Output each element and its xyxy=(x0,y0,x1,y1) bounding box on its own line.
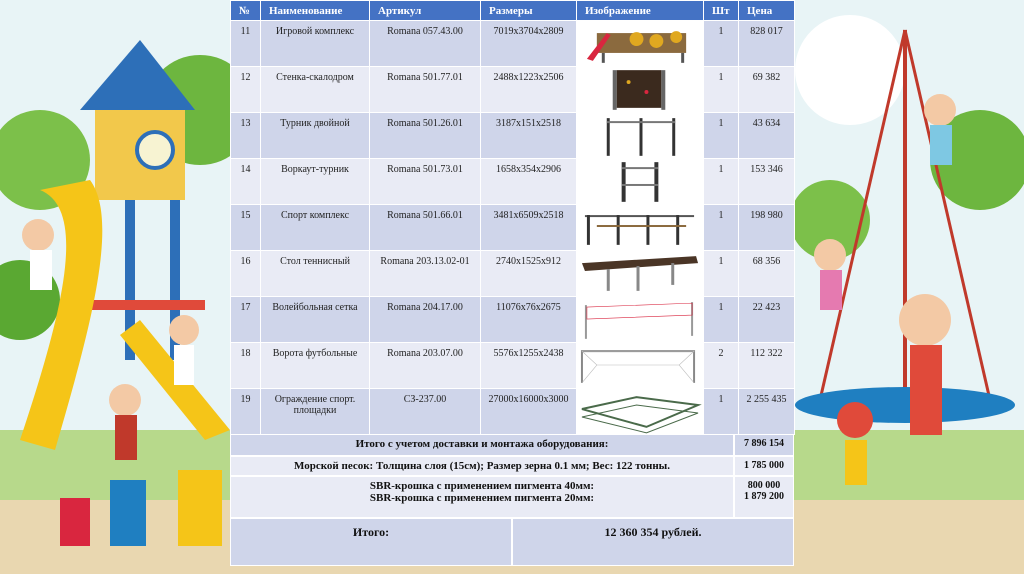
delivery-total-value: 7 896 154 xyxy=(734,434,794,456)
row-article: Romana 501.26.01 xyxy=(370,113,481,159)
sbr-20-label: SBR-крошка с применением пигмента 20мм: xyxy=(369,492,595,504)
header-name: Наименование xyxy=(261,1,370,21)
row-article: СЗ-237.00 xyxy=(370,389,481,435)
row-name: Стенка-скалодром xyxy=(261,67,370,113)
header-article: Артикул xyxy=(370,1,481,21)
sbr-20-value: 1 879 200 xyxy=(744,491,784,502)
delivery-total-row xyxy=(230,434,794,456)
header-size: Размеры xyxy=(481,1,577,21)
row-name: Волейбольная сетка xyxy=(261,297,370,343)
row-quantity: 1 xyxy=(704,21,739,67)
table-row xyxy=(231,389,795,435)
row-article: Romana 501.73.01 xyxy=(370,159,481,205)
table-row xyxy=(231,343,795,389)
row-number: 16 xyxy=(231,251,261,297)
table-row xyxy=(231,251,795,297)
football-goal-image xyxy=(577,343,704,389)
row-size: 5576x1255x2438 xyxy=(481,343,577,389)
row-name: Ворота футбольные xyxy=(261,343,370,389)
row-name: Турник двойной xyxy=(261,113,370,159)
grand-total-label: Итого: xyxy=(230,518,512,566)
header-image: Изображение xyxy=(577,1,704,21)
row-price: 198 980 xyxy=(739,205,795,251)
table-row xyxy=(231,159,795,205)
row-article: Romana 203.13.02-01 xyxy=(370,251,481,297)
row-article: Romana 057.43.00 xyxy=(370,21,481,67)
sea-sand-row xyxy=(230,456,794,476)
row-number: 11 xyxy=(231,21,261,67)
row-quantity: 1 xyxy=(704,297,739,343)
grand-total-value: 12 360 354 рублей. xyxy=(512,518,794,566)
row-article: Romana 203.07.00 xyxy=(370,343,481,389)
row-price: 112 322 xyxy=(739,343,795,389)
row-quantity: 1 xyxy=(704,113,739,159)
row-price: 2 255 435 xyxy=(739,389,795,435)
delivery-total-label: Итого с учетом доставки и монтажа оборудования: xyxy=(230,434,734,456)
header-number: № xyxy=(231,1,261,21)
climbing-wall-image xyxy=(577,67,704,113)
row-size: 27000x16000x3000 xyxy=(481,389,577,435)
row-size: 3481x6509x2518 xyxy=(481,205,577,251)
workout-bar-image xyxy=(577,159,704,205)
row-name: Стол теннисный xyxy=(261,251,370,297)
table-row xyxy=(231,297,795,343)
row-price: 153 346 xyxy=(739,159,795,205)
table-row xyxy=(231,67,795,113)
row-name: Воркаут-турник xyxy=(261,159,370,205)
row-price: 22 423 xyxy=(739,297,795,343)
row-size: 3187x151x2518 xyxy=(481,113,577,159)
row-quantity: 1 xyxy=(704,205,739,251)
sbr-crumb-row xyxy=(230,476,794,518)
row-article: Romana 204.17.00 xyxy=(370,297,481,343)
row-quantity: 1 xyxy=(704,389,739,435)
row-price: 68 356 xyxy=(739,251,795,297)
row-name: Ограждение спорт. площадки xyxy=(261,389,370,435)
sbr-40-value: 800 000 xyxy=(747,480,781,491)
table-row xyxy=(231,21,795,67)
row-size: 7019x3704x2809 xyxy=(481,21,577,67)
sea-sand-label: Морской песок: Толщина слоя (15см); Размер зерна 0.1 мм; Вес: 122 тонны. xyxy=(230,456,734,476)
sea-sand-value: 1 785 000 xyxy=(734,456,794,476)
row-price: 43 634 xyxy=(739,113,795,159)
header-quantity: Шт xyxy=(704,1,739,21)
row-number: 15 xyxy=(231,205,261,251)
row-number: 13 xyxy=(231,113,261,159)
row-quantity: 1 xyxy=(704,67,739,113)
table-row xyxy=(231,205,795,251)
table-row xyxy=(231,113,795,159)
double-bar-image xyxy=(577,113,704,159)
row-number: 17 xyxy=(231,297,261,343)
price-table-panel xyxy=(230,0,794,574)
header-price: Цена xyxy=(739,1,795,21)
row-article: Romana 501.77.01 xyxy=(370,67,481,113)
row-quantity: 1 xyxy=(704,251,739,297)
row-article: Romana 501.66.01 xyxy=(370,205,481,251)
sbr-crumb-labels xyxy=(230,476,734,518)
table-header-row xyxy=(231,1,795,21)
row-name: Игровой комплекс xyxy=(261,21,370,67)
equipment-table xyxy=(230,0,795,435)
row-size: 2488x1223x2506 xyxy=(481,67,577,113)
playground-complex-image xyxy=(577,21,704,67)
grand-total-row xyxy=(230,518,794,566)
row-price: 828 017 xyxy=(739,21,795,67)
row-number: 14 xyxy=(231,159,261,205)
row-quantity: 2 xyxy=(704,343,739,389)
row-name: Спорт комплекс xyxy=(261,205,370,251)
row-size: 2740x1525x912 xyxy=(481,251,577,297)
row-size: 1658x354x2906 xyxy=(481,159,577,205)
row-size: 11076x76x2675 xyxy=(481,297,577,343)
sport-complex-image xyxy=(577,205,704,251)
row-number: 12 xyxy=(231,67,261,113)
sbr-40-label: SBR-крошка с применением пигмента 40мм: xyxy=(369,480,595,492)
row-number: 18 xyxy=(231,343,261,389)
sbr-crumb-values xyxy=(734,476,794,518)
volleyball-net-image xyxy=(577,297,704,343)
row-quantity: 1 xyxy=(704,159,739,205)
tennis-table-image xyxy=(577,251,704,297)
row-price: 69 382 xyxy=(739,67,795,113)
row-number: 19 xyxy=(231,389,261,435)
fence-image xyxy=(577,389,704,435)
